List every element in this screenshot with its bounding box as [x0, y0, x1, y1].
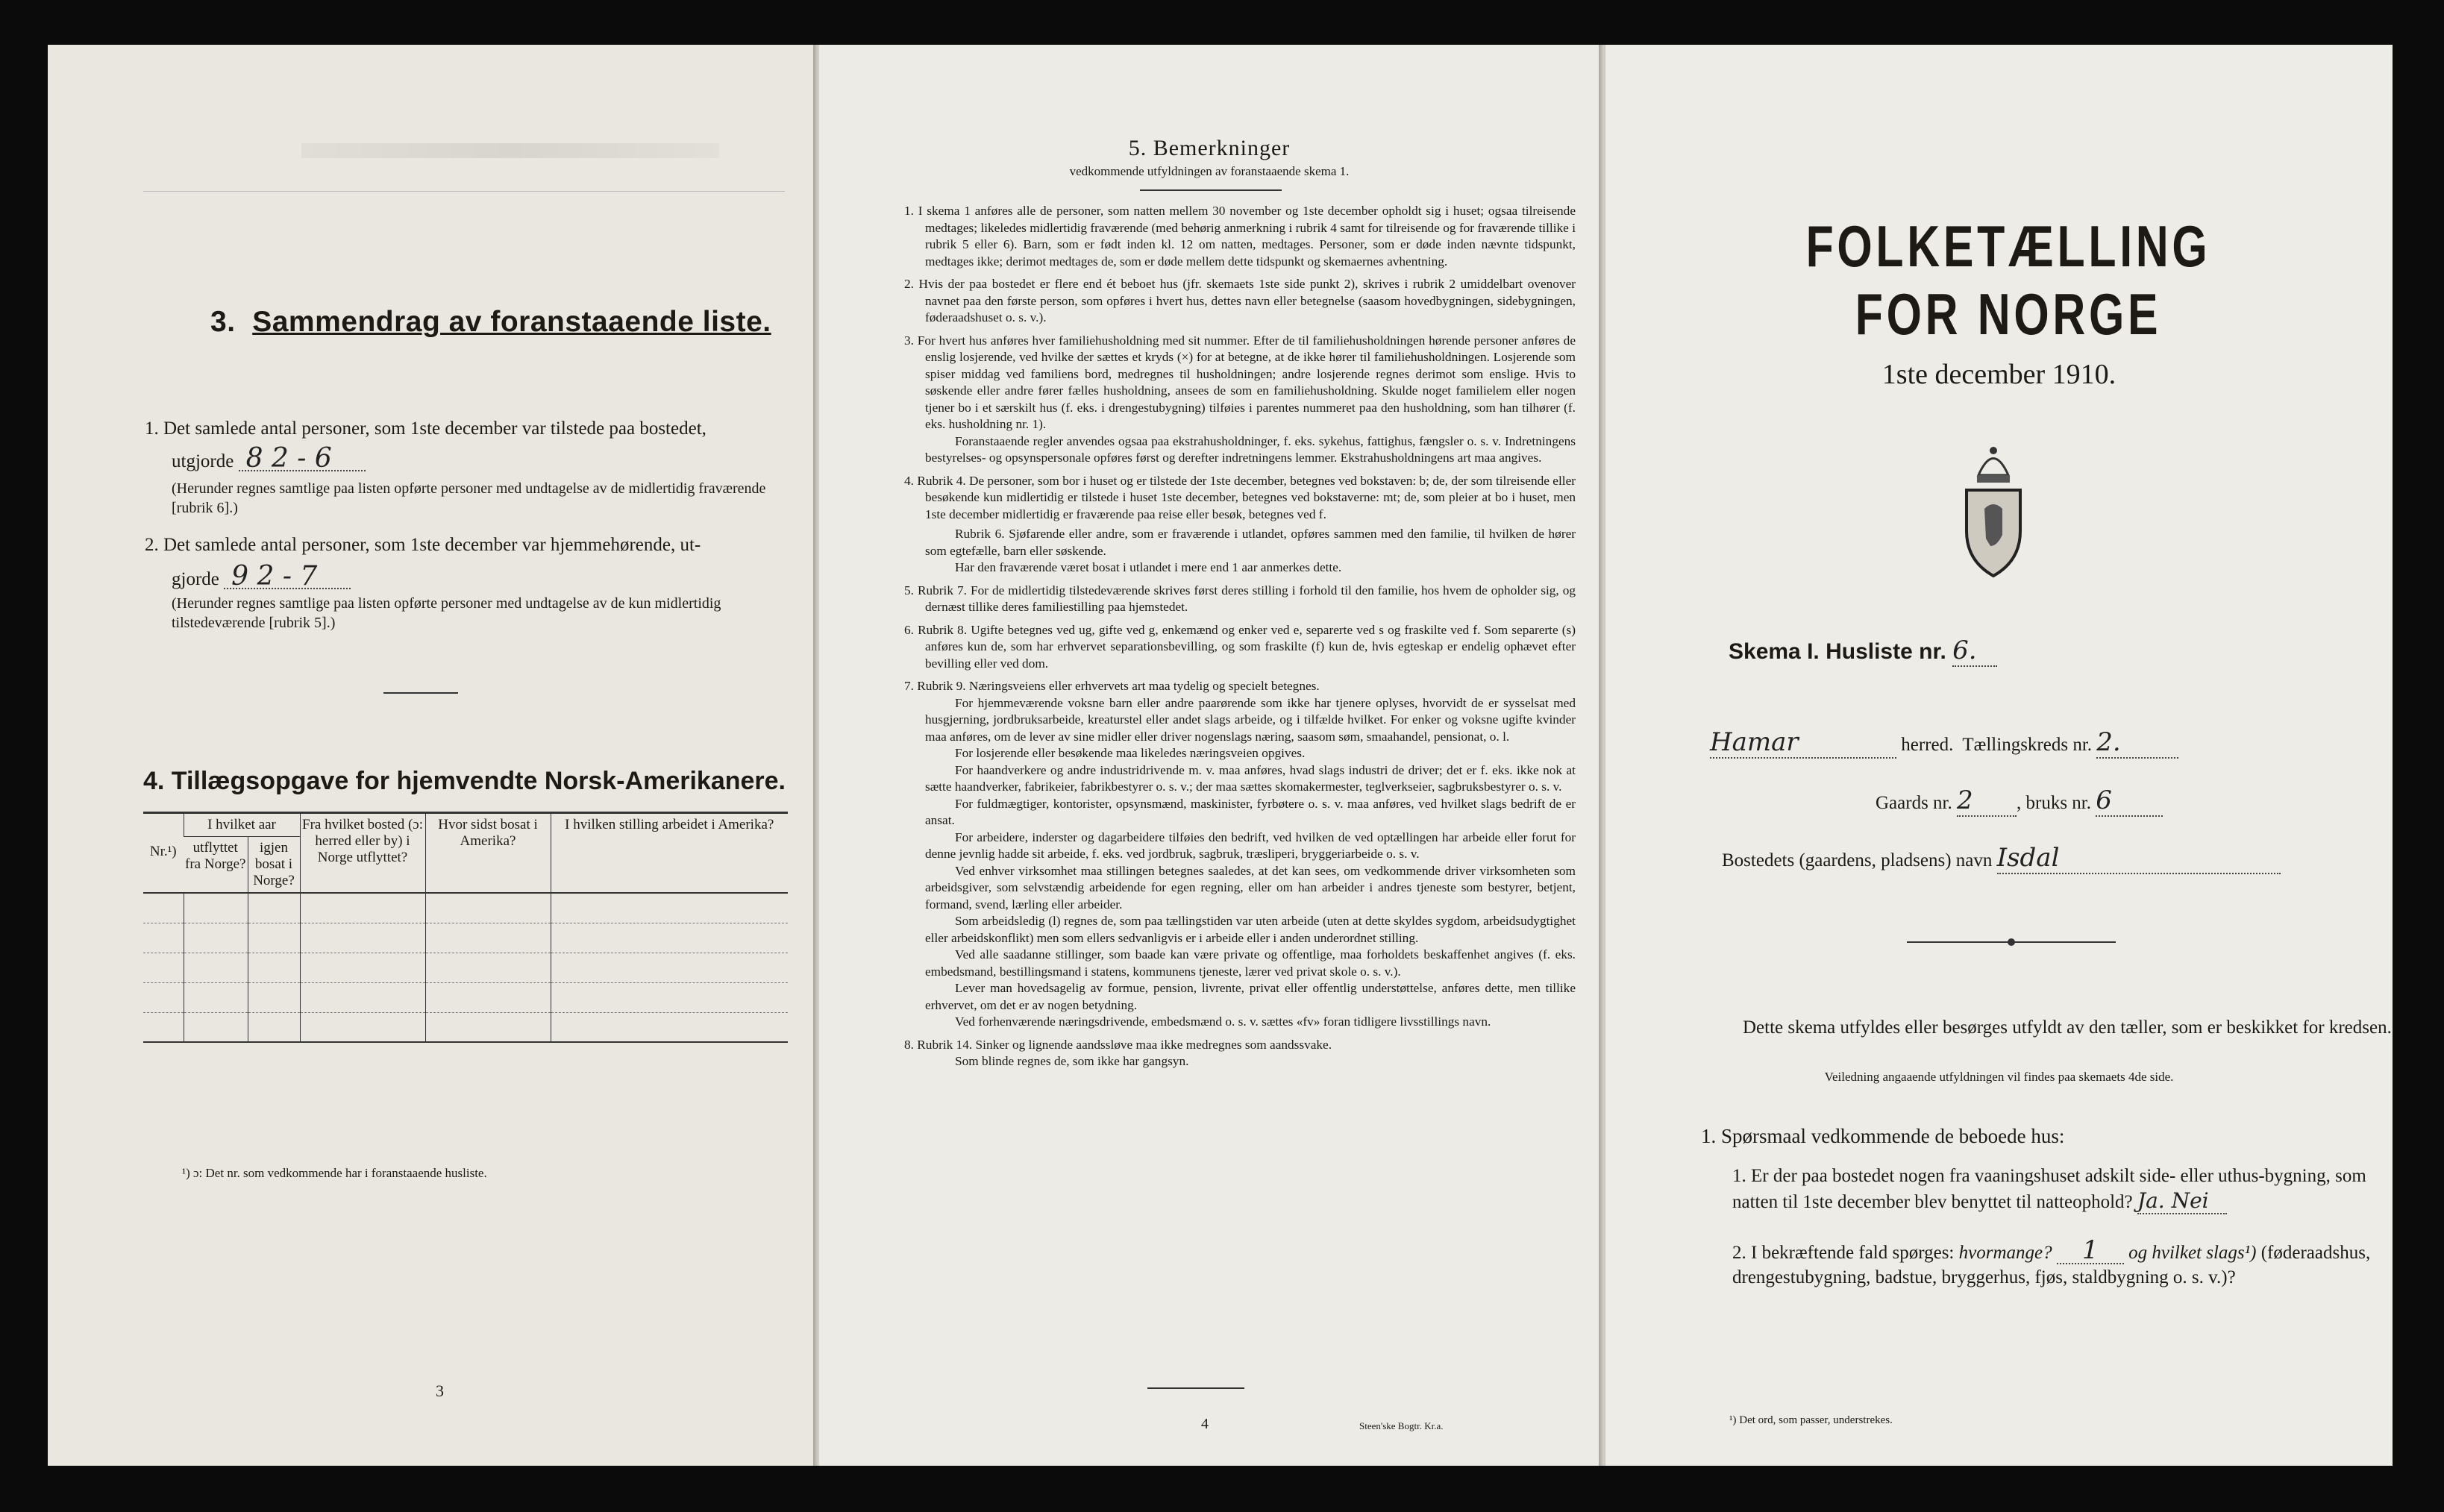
item-1-text: 1. Det samlede antal personer, som 1ste december var tilstede paa bostedet,: [145, 418, 706, 439]
remark-4: 4. Rubrik 4. De personer, som bor i huset og er tilstede der 1ste december, betegnes ved bokstaven: b; de, der som tilreisende eller besøkende kun midlertidig er tilstede i huset 1ste december, betegnes ved bokstaverne: mt; de, som pleier at bo i huset, men 1ste december midlertidig er fraværende paa reise eller besøk, betegnes ved f.: [904, 473, 1576, 521]
remark-6: 6. Rubrik 8. Ugifte betegnes ved ug, gifte ved g, enkemænd og enker ved e, separerte ved s og fraskilte ved f. Som separerte (s) anføres kun de, som har erhvervet separationsbevilling, og som fraskilte (f) kun de, hvis egteskap er endelig ophævet efter bevilling eller ved dom.: [904, 622, 1576, 671]
col-from: Fra hvilket bosted (ɔ: herred eller by) i Norge utflyttet?: [300, 813, 425, 894]
item-1-answer: utgjorde 8 2 - 6: [172, 448, 366, 473]
item-2-text: 2. Det samlede antal personer, som 1ste december var hjemmehørende, ut-: [145, 535, 701, 555]
item-2-handwriting[interactable]: 9 2 - 7: [224, 565, 351, 589]
bosted-line: Bostedets (gaardens, pladsens) navn Isdal: [1722, 843, 2281, 874]
section-4-title: 4. Tillægsopgave for hjemvendte Norsk-Amerikanere.: [143, 767, 786, 795]
page-number-4: 4: [1201, 1416, 1209, 1432]
col-group-year: I hvilket aar: [184, 813, 300, 837]
gaards-line: Gaards nr. 2 , bruks nr. 6: [1876, 785, 2163, 817]
husliste-nr-field[interactable]: 6.: [1952, 636, 1997, 667]
gaards-field[interactable]: 2: [1957, 785, 2017, 817]
veiledning-note: Veiledning angaaende utfyldningen vil findes paa skemaets 4de side.: [1824, 1070, 2174, 1084]
remark-7d: For fuldmægtiger, kontorister, opsynsmænd, maskinister, fyrbøtere o. s. v. maa anføres, ved hvilket slags bedrift de er ansat.: [925, 796, 1576, 827]
census-date: 1ste december 1910.: [1881, 359, 2116, 390]
remark-3b: Foranstaaende regler anvendes ogsaa paa ekstrahusholdninger, f. eks. sykehus, fattighus, fængsler o. s. v. Indretningens bestyrelses- og opsynspersonale opføres først og derefter indretningens lemmer. Ekstrahusholdningens art maa angives.: [925, 433, 1576, 465]
section-3-title: 3. Sammendrag av foranstaaende liste.: [210, 306, 771, 338]
remark-3: 3. For hvert hus anføres hver familiehusholdning med sit nummer. Efter de til familiehusholdningen hørende personer anføres de enslig losjerende, ved hvilke der sættes et kryds (×) for at betegne, at de ikke hører til familiehusholdningen. Losjerende som spiser middag ved familiens bord, medregnes til husholdningen; andre losjerende regnes derimot som enslige. Hvis to søskende eller andre fører fælles husholdning, ansees de som en familiehusholdning. Skulde noget familielem eller nogen tjener bo i et særskilt hus (f. eks. i drengestubygning) tilføies i parentes nummeret paa den husholdning, som han tilhører (f. eks. husholdning nr. 1).: [904, 333, 1576, 431]
remark-2: 2. Hvis der paa bostedet er flere end ét beboet hus (jfr. skemaets 1ste side punkt 2), skrives i rubrik 2 umiddelbart ovenover navnet paa den første person, som opføres i hvert hus, dettes navn eller betegnelse (saasom hovedbygningen, sidebygningen, føderaadshuset o. s. v.).: [904, 277, 1576, 324]
item-2-note: (Herunder regnes samtlige paa listen opførte personer med undtagelse av de kun midlertidig tilstedeværende [rubrik 5].): [172, 595, 721, 631]
census-title: FOLKETÆLLING FOR NORGE: [1805, 213, 2211, 347]
table-row: [143, 893, 788, 923]
item-1-note: (Herunder regnes samtlige paa listen opførte personer med undtagelse av de midlertidig fraværende [rubrik 6].): [172, 480, 766, 516]
remark-7j: Ved forhenværende næringsdrivende, embedsmænd o. s. v. sættes «fv» foran tidligere livsstillings navn.: [955, 1014, 1491, 1029]
remark-7b: For losjerende eller besøkende maa likeledes næringsveien opgives.: [955, 746, 1306, 760]
remark-7g: Som arbeidsledig (l) regnes de, som paa tællingstiden var uten arbeide (uten at dette skyldes sygdom, arbeidsudygtighet eller arbeidskonflikt) men som ellers sedvanligvis er i arbeide eller i anden underordnet stilling.: [925, 914, 1576, 945]
bosted-field[interactable]: Isdal: [1997, 843, 2281, 874]
divider: [383, 692, 458, 694]
q1-answer-field[interactable]: Ja. Nei: [2137, 1188, 2227, 1214]
item-1-handwriting[interactable]: 8 2 - 6: [239, 448, 366, 471]
herred-line: Hamar herred. Tællingskreds nr. 2.: [1710, 727, 2178, 759]
faint-header-ghost: [301, 143, 719, 158]
col-occupation: I hvilken stilling arbeidet i Amerika?: [551, 813, 788, 894]
item-2-answer: gjorde 9 2 - 7: [172, 565, 351, 591]
remarks-title: 5. Bemerkninger: [1128, 136, 1291, 160]
cover-footnote: ¹) Det ord, som passer, understrekes.: [1729, 1414, 1893, 1426]
coat-of-arms-icon: [1956, 434, 2031, 583]
page-number-3: 3: [436, 1381, 444, 1400]
norsk-amerikanere-table: [143, 812, 788, 1043]
remark-7f: Ved enhver virksomhet maa stillingen betegnes saaledes, at det kan sees, om vedkommende driver virksomheten som arbeidsgiver, som selvstændig arbeidende for egen regning, eller om han arbeider i andres tjeneste som bestyrer, betjent, formand, svend, lærling eller arbeider.: [925, 863, 1576, 912]
col-nr: Nr.¹): [143, 813, 184, 894]
remark-7: 7. Rubrik 9. Næringsveiens eller erhvervets art maa tydelig og specielt betegnes.: [904, 679, 1320, 693]
question-1: 1. Er der paa bostedet nogen fra vaaningshuset adskilt side- eller uthus-bygning, som natten til 1ste december blev benyttet til natteophold? Ja. Nei: [1732, 1166, 2366, 1213]
remark-7i: Lever man hovedsagelig av formue, pension, livrente, privat eller offentlig understøttelse, anføres dette, men tillike erhvervet, om det er av nogen betydning.: [925, 981, 1576, 1012]
schema-line: Skema I. Husliste nr. 6.: [1729, 636, 1997, 667]
remarks-rule: [1140, 189, 1282, 191]
remark-4c: Har den fraværende været bosat i utlandet i mere end 1 aar anmerkes dette.: [955, 560, 1342, 574]
instruction-text: Dette skema utfyldes eller besørges utfyldt av den tæller, som er beskikket for kredsen.: [1743, 1017, 2392, 1038]
kreds-field[interactable]: 2.: [2096, 727, 2178, 759]
remark-1: 1. I skema 1 anføres alle de personer, som natten mellem 30 november og 1ste december opholdt sig i huset; ogsaa tilreisende medtages; likeledes midlertidig fraværende (med behørig anmerkning i rubrik 4 samt for tilreisende og for fraværende tillike i rubrik 5 eller 6). Barn, som er født inden kl. 12 om natten, medtages. Personer, som er døde inden nævnte tidspunkt, medtages ikke; derimot medtages de, som er døde mellem dette tidspunkt og skemaernes avhentning.: [904, 204, 1576, 269]
bruks-field[interactable]: 6: [2096, 785, 2163, 817]
col-emigrated: utflyttet fra Norge?: [184, 837, 248, 894]
herred-field[interactable]: Hamar: [1710, 727, 1896, 759]
col-where: Hvor sidst bosat i Amerika?: [425, 813, 551, 894]
printer-imprint: Steen'ske Bogtr. Kr.a.: [1359, 1420, 1444, 1431]
remarks-subtitle: vedkommende utfyldningen av foranstaaende skema 1.: [1069, 164, 1350, 178]
remarks-body: [904, 203, 1576, 1070]
table-row: [143, 953, 788, 982]
table-row: [143, 923, 788, 953]
remark-5: 5. Rubrik 7. For de midlertidig tilstedeværende skrives først deres stilling i forhold til den familie, hos hvem de opholder sig, og dernæst tillike deres familiestilling paa hjemstedet.: [904, 583, 1576, 614]
table-footnote: ¹) ɔ: Det nr. som vedkommende har i foranstaaende husliste.: [182, 1166, 487, 1180]
q2-count-field[interactable]: 1: [2057, 1238, 2124, 1264]
remark-4b: Rubrik 6. Sjøfarende eller andre, som er fraværende i utlandet, opføres sammen med den familie, til hvilken de hører som egtefælle, barn eller søskende.: [925, 527, 1576, 558]
remark-7h: Ved alle saadanne stillinger, som baade kan være private og offentlige, maa forholdets beskaffenhet angives (f. eks. embedsmand, bestillingsmand i statens, kommunens tjeneste, lærer ved privat skole o. s. v.).: [925, 947, 1576, 979]
remark-7c: For haandverkere og andre industridrivende m. v. maa anføres, hvad slags industri de driver; det er f. eks. ikke nok at sætte haandverker, fabrikeier, fabrikbestyrer o. s. v.; der maa sættes skomakermester, teglverkseier, sagbruksbestyrer o. s. v.: [925, 762, 1576, 794]
remark-7a: For hjemmeværende voksne barn eller andre paarørende som ikke har tjenere oplyses, hvorvidt de er sysselsat med husgjerning, jordbruksarbeide, kreaturstel eller andet slags arbeide, og i tilfælde hvilket. For enker og voksne ugifte kvinder maa anføres, om de lever av sine midler eller driver nogenslags næring, saasom søm, smaahandel, pensionat, o. l.: [925, 695, 1576, 744]
remark-8: 8. Rubrik 14. Sinker og lignende aandssløve maa ikke medregnes som aandssvake.: [904, 1037, 1332, 1052]
page-3-sheet: [48, 45, 815, 1466]
question-2: 2. I bekræftende fald spørges: hvormange? 1 og hvilket slags¹) (føderaadshus, drengestubygning, badstue, bryggerhus, fjøs, staldbygning o. s. v.)?: [1732, 1235, 2371, 1287]
table-row: [143, 1012, 788, 1042]
col-returned: igjen bosat i Norge?: [248, 837, 300, 894]
remark-7e: For arbeidere, inderster og dagarbeidere tilføies den bedrift, ved hvilken de ved optællingen har arbeide eller forut for denne jevnlig hadde sit arbeide, f. eks. ved jordbruk, sagbruk, træsliperi, bryggeriarbeide o. s. v.: [925, 829, 1576, 861]
remark-8b: Som blinde regnes de, som ikke har gangsyn.: [955, 1054, 1189, 1068]
ornament-divider: [1907, 937, 2116, 946]
cover-sheet: [1605, 45, 2393, 1466]
page-4-sheet: [819, 45, 1599, 1466]
top-rule: [143, 191, 785, 192]
table-row: [143, 982, 788, 1012]
bottom-rule: [1147, 1387, 1244, 1389]
questions-heading: 1. Spørsmaal vedkommende de beboede hus:: [1701, 1125, 2065, 1147]
